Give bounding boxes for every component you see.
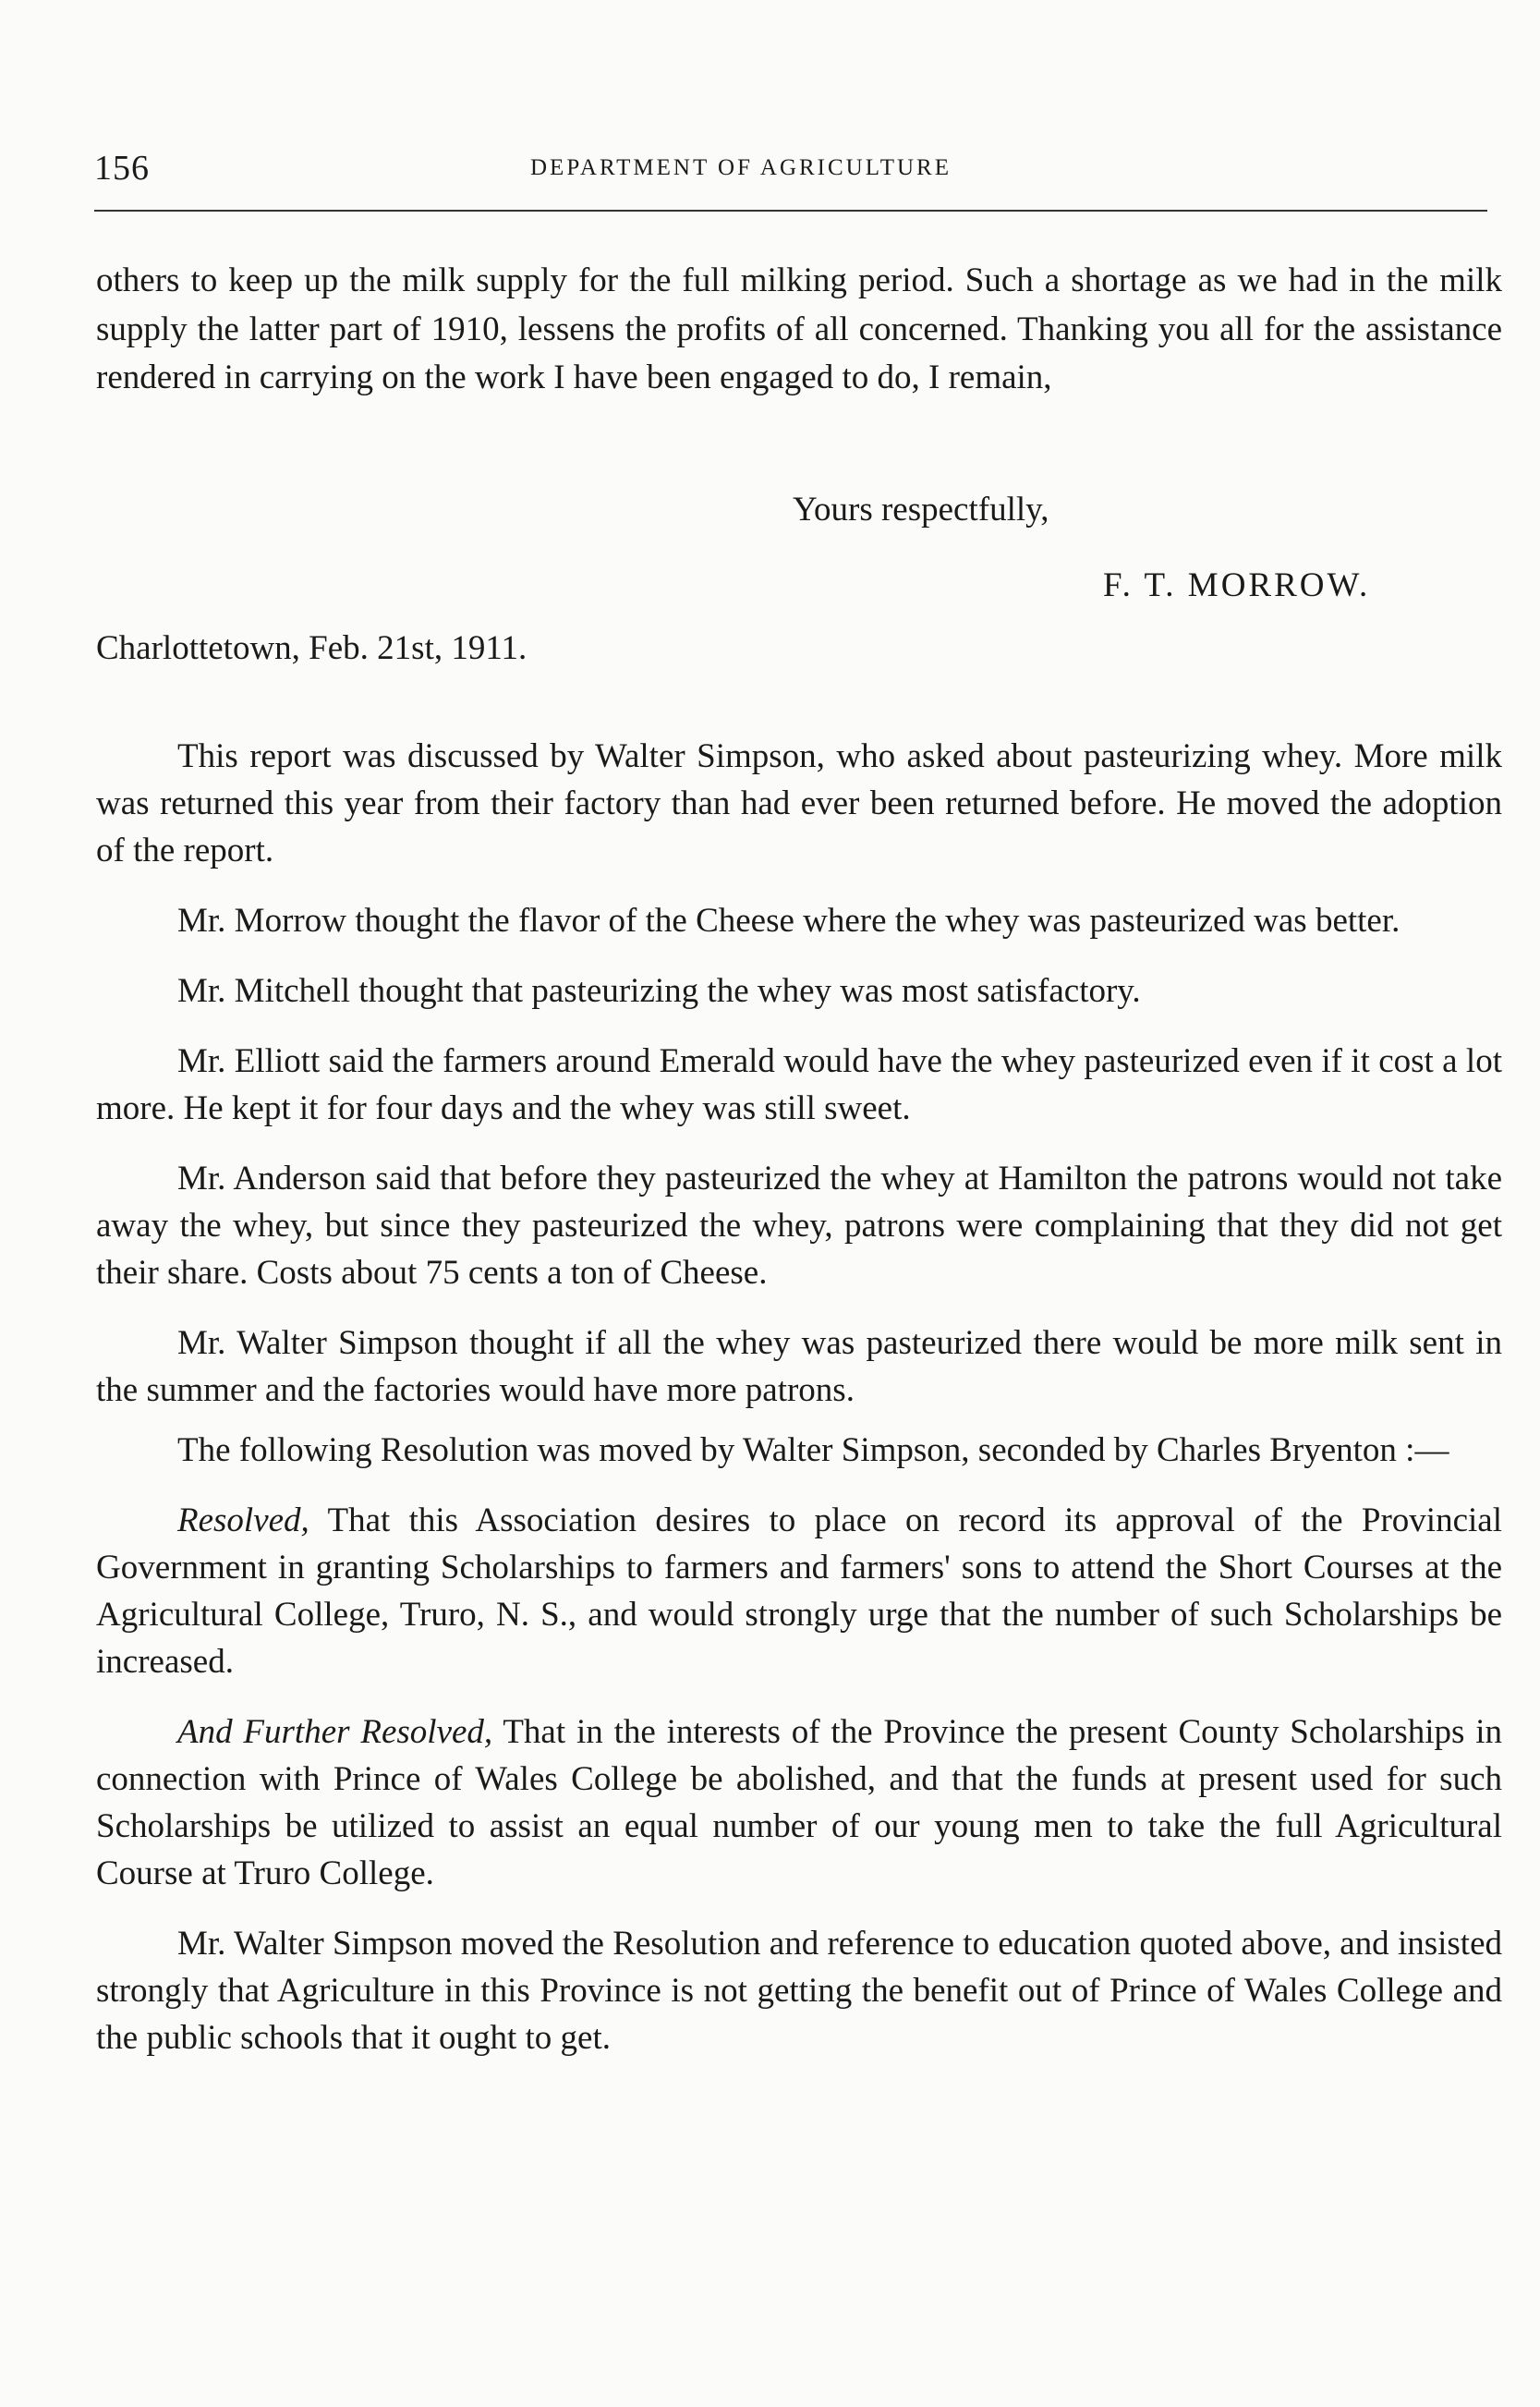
letter-body bbox=[96, 257, 1502, 403]
resolution-text: That in the interests of the Province the present County Scholarships in connection with Prince of Wales College be abolished, and that the funds at present used for such Scholarships be utilized to assist an equal number of our young men to take the full Agricultural Course at Truro College. bbox=[96, 1713, 1503, 1892]
page-number: 156 bbox=[94, 149, 150, 188]
discussion-section bbox=[96, 733, 1502, 2085]
resolution-text: That this Association desires to place on record its approval of the Provincial Government in granting Scholarships to farmers and farmers' sons to attend the Short Courses at the Agricultural College, Truro, N. S., and would strongly urge that the number of such Scholarships be increased. bbox=[96, 1501, 1502, 1681]
resolution-paragraph bbox=[96, 1708, 1502, 1897]
discussion-paragraph: This report was discussed by Walter Simpson, who asked about pasteurizing whey. More milk was returned this year from their factory than had ever been returned before. He moved the adoption of the report. bbox=[96, 737, 1502, 869]
resolution-lead: Resolved, bbox=[177, 1501, 309, 1539]
discussion-paragraph: Mr. Elliott said the farmers around Emerald would have the whey pasteurized even if it cost a lot more. He kept it for four days and the whey was still sweet. bbox=[96, 1042, 1502, 1127]
discussion-paragraph: Mr. Walter Simpson moved the Resolution and reference to education quoted above, and insisted strongly that Agriculture in this Province is not getting the benefit out of Prince of Wales College and the public schools that it ought to get. bbox=[96, 1925, 1502, 2057]
signature: F. T. MORROW. bbox=[1103, 566, 1371, 604]
page-header bbox=[94, 148, 1487, 194]
resolution-lead: And Further Resolved, bbox=[177, 1713, 493, 1751]
dateline: Charlottetown, Feb. 21st, 1911. bbox=[96, 629, 527, 667]
discussion-paragraph: Mr. Morrow thought the flavor of the Cheese where the whey was pasteurized was better. bbox=[177, 902, 1401, 940]
valediction: Yours respectfully, bbox=[793, 491, 1049, 529]
letter-closing-paragraph: others to keep up the milk supply for the full milking period. Such a shortage as we had in the milk supply the latter part of 1910, lessens the profits of all concerned. Thanking you all for the assistance rendered in carrying on the work I have been engaged to do, I remain, bbox=[96, 261, 1502, 396]
discussion-paragraph: The following Resolution was moved by Walter Simpson, seconded by Charles Bryenton :— bbox=[177, 1431, 1449, 1469]
discussion-paragraph: Mr. Walter Simpson thought if all the whey was pasteurized there would be more milk sent in the summer and the factories would have more patrons. bbox=[96, 1324, 1502, 1409]
header-rule bbox=[94, 210, 1487, 212]
discussion-paragraph: Mr. Mitchell thought that pasteurizing the whey was most satisfactory. bbox=[177, 972, 1141, 1010]
resolution-paragraph bbox=[96, 1497, 1502, 1685]
discussion-paragraph: Mr. Anderson said that before they pasteurized the whey at Hamilton the patrons would not take away the whey, but since they pasteurized the whey, patrons were complaining that they did not get their share. Costs about 75 cents a ton of Cheese. bbox=[96, 1160, 1502, 1292]
running-head: DEPARTMENT OF AGRICULTURE bbox=[530, 155, 952, 180]
